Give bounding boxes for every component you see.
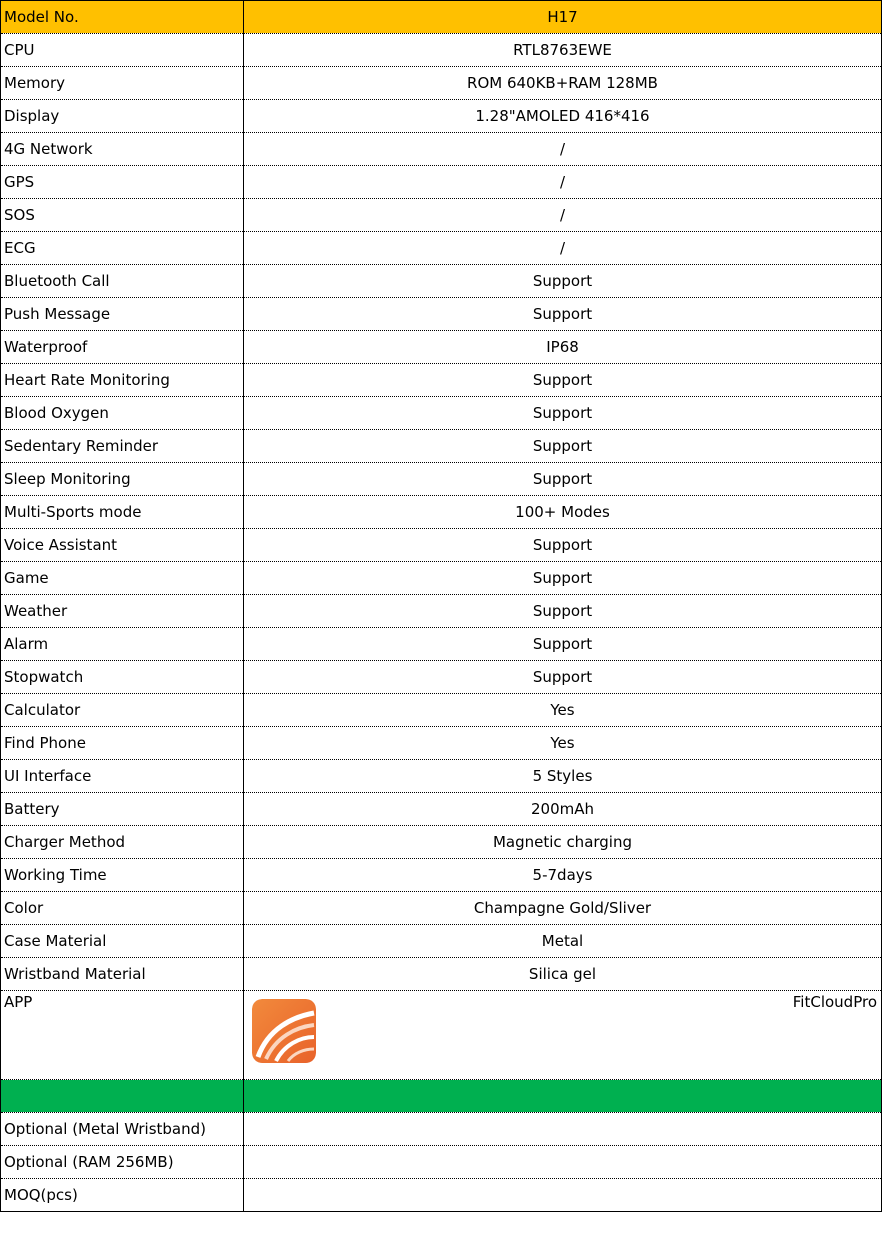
spec-value: Metal: [244, 925, 882, 958]
spec-value: /: [244, 133, 882, 166]
spec-row: [1, 298, 882, 331]
spec-row: [1, 727, 882, 760]
spec-value: Yes: [244, 727, 882, 760]
spec-value: /: [244, 199, 882, 232]
spec-label: Case Material: [1, 925, 244, 958]
spec-row: [1, 232, 882, 265]
spec-label: GPS: [1, 166, 244, 199]
spec-value: Support: [244, 562, 882, 595]
spec-row: [1, 67, 882, 100]
spec-row: [1, 364, 882, 397]
spec-label: Memory: [1, 67, 244, 100]
spec-value: IP68: [244, 331, 882, 364]
spec-label: Multi-Sports mode: [1, 496, 244, 529]
optional-row: [1, 1179, 882, 1212]
spec-value: Support: [244, 661, 882, 694]
app-row: [1, 991, 882, 1080]
spec-row: [1, 199, 882, 232]
spec-value: ROM 640KB+RAM 128MB: [244, 67, 882, 100]
spec-value: 200mAh: [244, 793, 882, 826]
spec-row: [1, 430, 882, 463]
spec-label: Waterproof: [1, 331, 244, 364]
spec-value: Support: [244, 364, 882, 397]
spec-value: Support: [244, 265, 882, 298]
spec-label: Optional (Metal Wristband): [1, 1113, 244, 1146]
spec-value: Silica gel: [244, 958, 882, 991]
spec-label: MOQ(pcs): [1, 1179, 244, 1212]
spec-row: [1, 100, 882, 133]
spec-row: [1, 694, 882, 727]
spec-row: [1, 595, 882, 628]
spec-row: [1, 826, 882, 859]
spec-row: [1, 496, 882, 529]
spec-value: Support: [244, 595, 882, 628]
spec-label: Blood Oxygen: [1, 397, 244, 430]
spec-row: [1, 166, 882, 199]
spec-value: 1.28"AMOLED 416*416: [244, 100, 882, 133]
spec-label: Push Message: [1, 298, 244, 331]
spec-label: Alarm: [1, 628, 244, 661]
spec-label: Bluetooth Call: [1, 265, 244, 298]
spec-label: Sleep Monitoring: [1, 463, 244, 496]
spec-value: Champagne Gold/Sliver: [244, 892, 882, 925]
spec-label: UI Interface: [1, 760, 244, 793]
spec-value: /: [244, 232, 882, 265]
spec-row: [1, 133, 882, 166]
spec-label: Display: [1, 100, 244, 133]
spec-row: [1, 661, 882, 694]
spec-value: 5 Styles: [244, 760, 882, 793]
spec-value: Yes: [244, 694, 882, 727]
spec-row: [1, 892, 882, 925]
spec-row: [1, 793, 882, 826]
header-row: [1, 1, 882, 34]
section-divider-row: [1, 1080, 882, 1113]
spec-value: [244, 1080, 882, 1113]
spec-row: [1, 958, 882, 991]
spec-label: Voice Assistant: [1, 529, 244, 562]
spec-label: Optional (RAM 256MB): [1, 1146, 244, 1179]
spec-label: 4G Network: [1, 133, 244, 166]
spec-label: Find Phone: [1, 727, 244, 760]
spec-label: Weather: [1, 595, 244, 628]
spec-row: [1, 34, 882, 67]
spec-label: Sedentary Reminder: [1, 430, 244, 463]
spec-value: Support: [244, 463, 882, 496]
spec-value: 100+ Modes: [244, 496, 882, 529]
spec-label: CPU: [1, 34, 244, 67]
spec-label: Charger Method: [1, 826, 244, 859]
spec-value: [244, 1146, 882, 1179]
spec-value: Support: [244, 628, 882, 661]
spec-row: [1, 331, 882, 364]
spec-value: 5-7days: [244, 859, 882, 892]
fitcloudpro-app-icon: [252, 999, 316, 1063]
spec-label: Stopwatch: [1, 661, 244, 694]
header-value: H17: [244, 1, 882, 34]
spec-row: [1, 529, 882, 562]
spec-value: Support: [244, 298, 882, 331]
optional-row: [1, 1146, 882, 1179]
spec-label: ECG: [1, 232, 244, 265]
spec-value: Support: [244, 397, 882, 430]
spec-row: [1, 925, 882, 958]
spec-row: [1, 265, 882, 298]
app-name: FitCloudPro: [244, 991, 882, 1080]
spec-value: Magnetic charging: [244, 826, 882, 859]
spec-label: SOS: [1, 199, 244, 232]
spec-row: [1, 397, 882, 430]
spec-value: Support: [244, 529, 882, 562]
spec-row: [1, 760, 882, 793]
spec-label: Calculator: [1, 694, 244, 727]
spec-row: [1, 859, 882, 892]
spec-label: Game: [1, 562, 244, 595]
spec-value: [244, 1113, 882, 1146]
spec-value: [244, 1179, 882, 1212]
header-label: Model No.: [1, 1, 244, 34]
spec-label: Heart Rate Monitoring: [1, 364, 244, 397]
spec-label: APP: [1, 991, 244, 1080]
spec-value: Support: [244, 430, 882, 463]
optional-row: [1, 1113, 882, 1146]
spec-label: Wristband Material: [1, 958, 244, 991]
spec-value: /: [244, 166, 882, 199]
spec-value: RTL8763EWE: [244, 34, 882, 67]
spec-row: [1, 628, 882, 661]
spec-row: [1, 463, 882, 496]
spec-label: [1, 1080, 244, 1113]
spec-label: Working Time: [1, 859, 244, 892]
spec-label: Battery: [1, 793, 244, 826]
spec-row: [1, 562, 882, 595]
spec-label: Color: [1, 892, 244, 925]
